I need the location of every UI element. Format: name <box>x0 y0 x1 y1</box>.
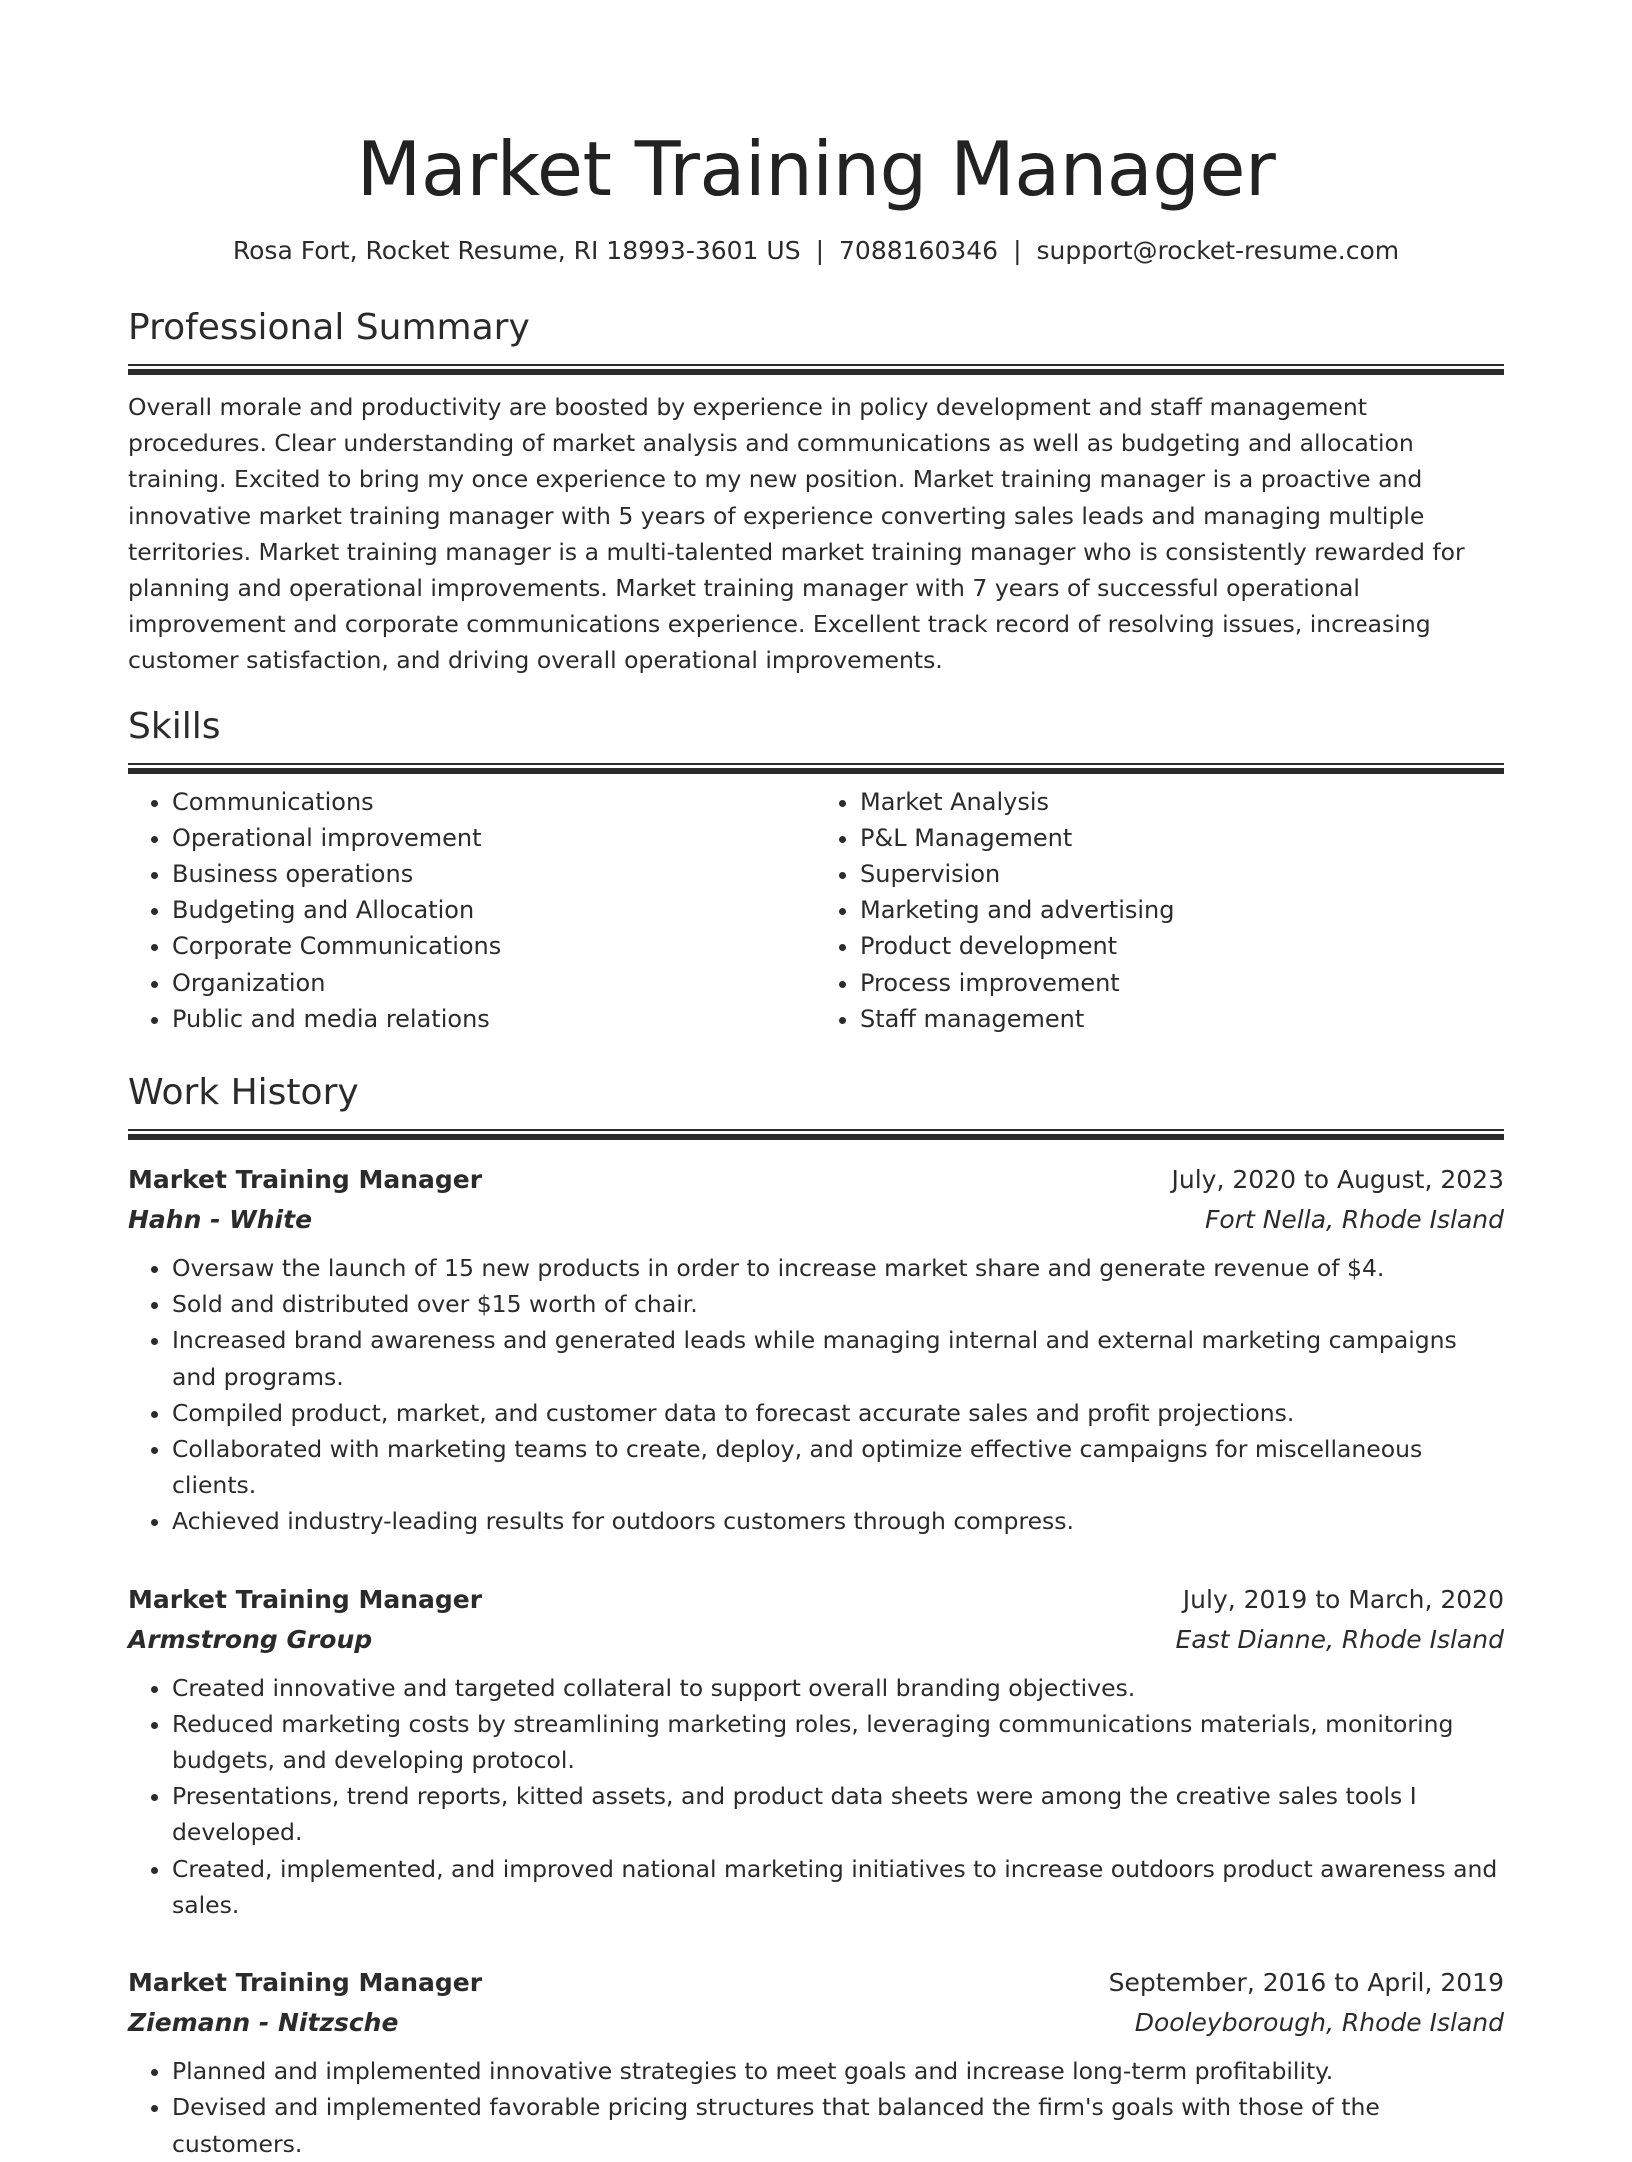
contact-email: support@rocket-resume.com <box>1036 236 1400 265</box>
work-history-section <box>128 1071 1504 2162</box>
skill-item: • Communications <box>172 784 816 820</box>
job-bullet: • Planned and implemented innovative strategies to meet goals and increase long-term profitability. <box>172 2053 1504 2089</box>
section-divider <box>128 364 1504 375</box>
job-bullet: • Reduced marketing costs by streamlining marketing roles, leveraging communications materials, monitoring budgets, and developing protocol. <box>172 1706 1504 1778</box>
job-subheader-row <box>128 1620 1504 1660</box>
skills-list-right <box>816 784 1504 1037</box>
job-bullet: • Collaborated with marketing teams to create, deploy, and optimize effective campaigns for miscellaneous clients. <box>172 1431 1504 1503</box>
skills-grid <box>128 784 1504 1037</box>
contact-separator: | <box>815 236 825 265</box>
summary-heading: Professional Summary <box>128 307 530 348</box>
skill-item: • Organization <box>172 965 816 1001</box>
job-bullet: • Compiled product, market, and customer data to forecast accurate sales and profit projections. <box>172 1395 1504 1431</box>
skill-item: • Market Analysis <box>860 784 1504 820</box>
job-subheader-row <box>128 2003 1504 2043</box>
section-divider <box>128 763 1504 774</box>
job-title: Market Training Manager <box>128 1165 483 1195</box>
job-location: East Dianne, Rhode Island <box>1175 1624 1504 1654</box>
job-bullet: • Increased brand awareness and generated leads while managing internal and external marketing campaigns and programs. <box>172 1322 1504 1394</box>
job-bullets <box>128 1250 1504 1540</box>
job-location: Fort Nella, Rhode Island <box>1205 1205 1504 1235</box>
job-company: Ziemann - Nitzsche <box>128 2008 399 2038</box>
job-bullet: • Devised and implemented favorable pricing structures that balanced the firm's goals with those of the customers. <box>172 2089 1504 2161</box>
job-title: Market Training Manager <box>128 1968 483 1998</box>
job-bullets <box>128 2053 1504 2162</box>
resume-name: Market Training Manager <box>356 125 1276 213</box>
job-company: Armstrong Group <box>128 1624 373 1654</box>
skills-heading: Skills <box>128 705 221 747</box>
skill-item: • Corporate Communications <box>172 928 816 964</box>
job-company: Hahn - White <box>128 1205 313 1235</box>
contact-line <box>128 236 1504 266</box>
skill-item: • Public and media relations <box>172 1001 816 1037</box>
skill-item: • Staff management <box>860 1001 1504 1037</box>
work-history-heading: Work History <box>128 1072 359 1114</box>
job-bullet: • Oversaw the launch of 15 new products in order to increase market share and generate revenue of $4. <box>172 1250 1504 1286</box>
skill-item: • Budgeting and Allocation <box>172 892 816 928</box>
job-entry <box>128 1963 1504 2162</box>
skill-item: • Product development <box>860 928 1504 964</box>
job-header-row <box>128 1580 1504 1620</box>
skill-item: • Business operations <box>172 856 816 892</box>
job-bullets <box>128 1670 1504 1923</box>
job-title: Market Training Manager <box>128 1584 483 1614</box>
job-bullet: • Presentations, trend reports, kitted assets, and product data sheets were among the creative sales tools I developed. <box>172 1778 1504 1850</box>
contact-address: Rosa Fort, Rocket Resume, RI 18993-3601 US <box>232 236 801 265</box>
skill-item: • Process improvement <box>860 965 1504 1001</box>
job-header-row <box>128 1160 1504 1200</box>
summary-text: Overall morale and productivity are boosted by experience in policy development and staff management procedures. Clear understanding of market analysis and communications as well as budgeting and allocation training. Excited to bring my once experience to my new position. Market training manager is a proactive and innovative market training manager with 5 years of experience converting sales leads and managing multiple territories. Market training manager is a multi-talented market training manager who is consistently rewarded for planning and operational improvements. Market training manager with 7 years of successful operational improvement and corporate communications experience. Excellent track record of resolving issues, increasing customer satisfaction, and driving overall operational improvements. <box>128 393 1465 675</box>
skill-item: • Marketing and advertising <box>860 892 1504 928</box>
job-entry <box>128 1160 1504 1540</box>
skills-list-left <box>128 784 816 1037</box>
contact-phone: 7088160346 <box>839 236 999 265</box>
skill-item: • Supervision <box>860 856 1504 892</box>
job-dates: September, 2016 to April, 2019 <box>1108 1968 1504 1998</box>
summary-section <box>128 306 1504 679</box>
job-bullet: • Sold and distributed over $15 worth of chair. <box>172 1286 1504 1322</box>
job-location: Dooleyborough, Rhode Island <box>1134 2008 1504 2038</box>
job-bullet: • Created, implemented, and improved national marketing initiatives to increase outdoors product awareness and sales. <box>172 1851 1504 1923</box>
job-subheader-row <box>128 1200 1504 1240</box>
skills-section <box>128 705 1504 1037</box>
job-bullet: • Created innovative and targeted collateral to support overall branding objectives. <box>172 1670 1504 1706</box>
job-dates: July, 2020 to August, 2023 <box>1171 1165 1504 1195</box>
contact-separator: | <box>1013 236 1022 265</box>
skill-item: • P&L Management <box>860 820 1504 856</box>
section-divider <box>128 1129 1504 1140</box>
job-bullet: • Achieved industry-leading results for outdoors customers through compress. <box>172 1503 1504 1539</box>
skill-item: • Operational improvement <box>172 820 816 856</box>
job-header-row <box>128 1963 1504 2003</box>
job-dates: July, 2019 to March, 2020 <box>1182 1584 1504 1614</box>
job-entry <box>128 1580 1504 1923</box>
